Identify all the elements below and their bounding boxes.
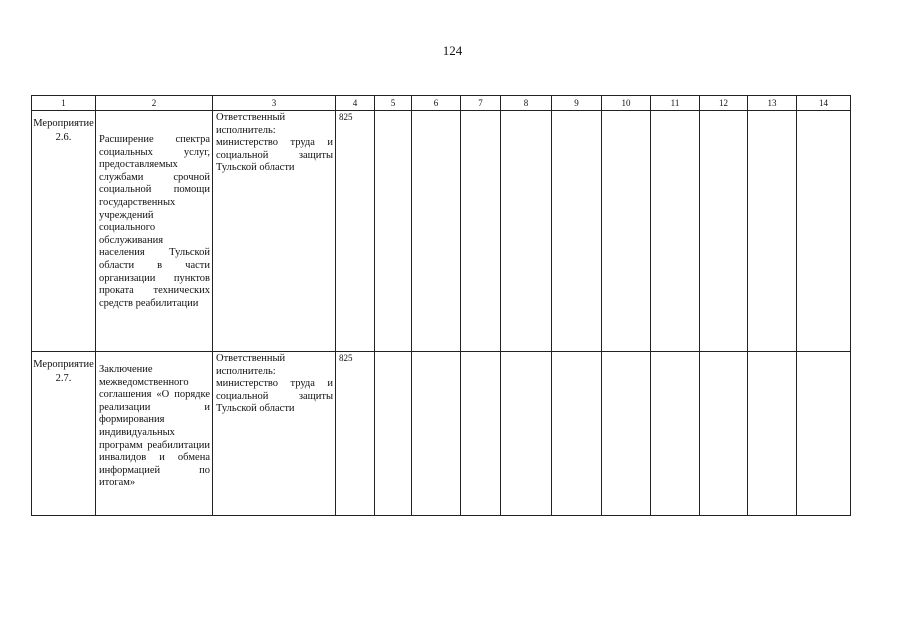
empty-cell bbox=[461, 111, 501, 352]
empty-cell bbox=[461, 352, 501, 516]
event-cell bbox=[32, 111, 96, 352]
column-header: 7 bbox=[461, 96, 501, 111]
empty-cell bbox=[651, 111, 700, 352]
column-header: 11 bbox=[651, 96, 700, 111]
column-header: 4 bbox=[336, 96, 375, 111]
empty-cell bbox=[797, 352, 851, 516]
empty-cell bbox=[797, 111, 851, 352]
header-row bbox=[32, 96, 851, 111]
column-header: 6 bbox=[412, 96, 461, 111]
empty-cell bbox=[412, 352, 461, 516]
event-description: Заключение межведомственного соглашения «О порядке реализации и формирования индивидуальных программ реабилитации инвалидов и обмена информацией по итогам» bbox=[99, 364, 210, 489]
column-header: 5 bbox=[375, 96, 412, 111]
empty-cell bbox=[552, 352, 602, 516]
responsible-executor: Ответственный исполнитель: министерство труда и социальной защиты Тульской области bbox=[216, 353, 333, 415]
code-cell bbox=[336, 352, 375, 516]
empty-cell bbox=[748, 352, 797, 516]
empty-cell bbox=[501, 352, 552, 516]
budget-code: 825 bbox=[339, 112, 353, 122]
empty-cell bbox=[651, 352, 700, 516]
responsible-cell bbox=[213, 111, 336, 352]
empty-cell bbox=[501, 111, 552, 352]
description-cell bbox=[96, 352, 213, 516]
page-number: 124 bbox=[442, 43, 463, 58]
column-header: 13 bbox=[748, 96, 797, 111]
empty-cell bbox=[375, 111, 412, 352]
event-label: Мероприятие 2.6. bbox=[33, 118, 94, 143]
event-description: Расширение спектра социальных услуг, предоставляемых службами срочной социальной помощи государственных учреждений социального обслуживания населения Тульской области в части организации пунктов проката технических средств реабилитации bbox=[99, 134, 210, 309]
table-row bbox=[32, 111, 851, 352]
column-header: 10 bbox=[602, 96, 651, 111]
empty-cell bbox=[700, 111, 748, 352]
column-header: 2 bbox=[96, 96, 213, 111]
empty-cell bbox=[602, 111, 651, 352]
empty-cell bbox=[412, 111, 461, 352]
description-cell bbox=[96, 111, 213, 352]
budget-code: 825 bbox=[339, 353, 353, 363]
event-cell bbox=[32, 352, 96, 516]
responsible-executor: Ответственный исполнитель: министерство труда и социальной защиты Тульской области bbox=[216, 112, 333, 174]
empty-cell bbox=[748, 111, 797, 352]
event-label: Мероприятие 2.7. bbox=[33, 359, 94, 384]
column-header: 3 bbox=[213, 96, 336, 111]
column-header: 8 bbox=[501, 96, 552, 111]
responsible-cell bbox=[213, 352, 336, 516]
empty-cell bbox=[552, 111, 602, 352]
code-cell bbox=[336, 111, 375, 352]
empty-cell bbox=[375, 352, 412, 516]
column-header: 14 bbox=[797, 96, 851, 111]
empty-cell bbox=[700, 352, 748, 516]
table-row bbox=[32, 352, 851, 516]
empty-cell bbox=[602, 352, 651, 516]
column-header: 9 bbox=[552, 96, 602, 111]
column-header: 12 bbox=[700, 96, 748, 111]
column-header: 1 bbox=[32, 96, 96, 111]
program-table bbox=[31, 95, 851, 516]
